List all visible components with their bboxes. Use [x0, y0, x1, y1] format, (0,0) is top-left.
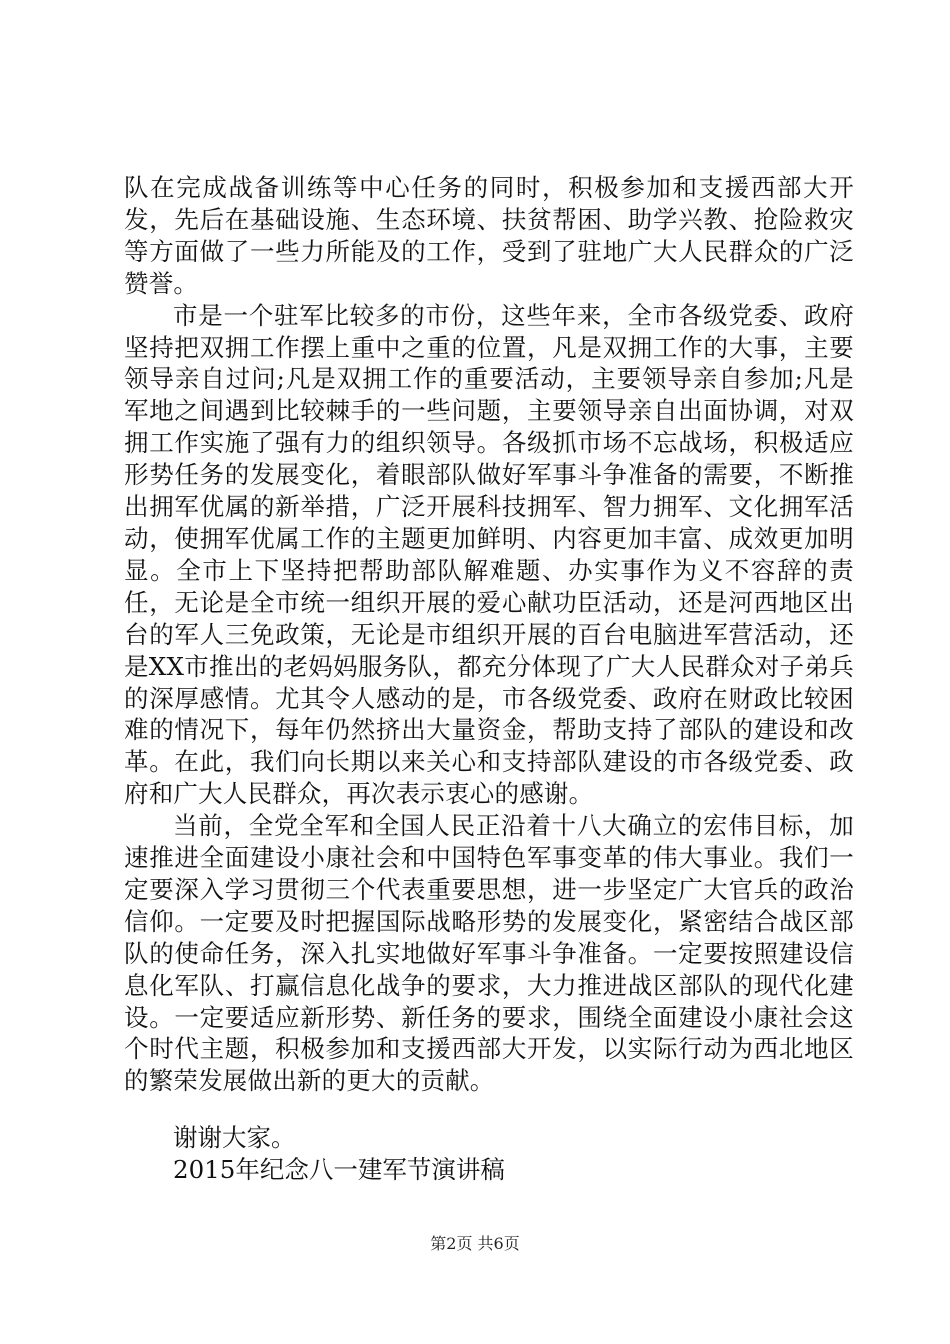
paragraph-continued: 队在完成战备训练等中心任务的同时，积极参加和支援西部大开发，先后在基础设施、生态环境、扶贫帮困、助学兴教、抢险救灾等方面做了一些力所能及的工作，受到了驻地广大人民群众的广泛赞誉。	[124, 173, 854, 298]
closing-block	[173, 1122, 773, 1186]
document-body	[124, 172, 854, 1097]
next-document-title: 2015年纪念八一建军节演讲稿	[173, 1154, 505, 1184]
paragraph-support: 市是一个驻军比较多的市份，这些年来，全市各级党委、政府坚持把双拥工作摆上重中之重的位置，凡是双拥工作的大事，主要领导亲自过问;凡是双拥工作的重要活动，主要领导亲自参加;凡是军地之间遇到比较棘手的一些问题，主要领导亲自出面协调，对双拥工作实施了强有力的组织领导。各级抓市场不忘战场，积极适应形势任务的发展变化，着眼部队做好军事斗争准备的需要，不断推出拥军优属的新举措，广泛开展科技拥军、智力拥军、文化拥军活动，使拥军优属工作的主题更加鲜明、内容更加丰富、成效更加明显。全市上下坚持把帮助部队解难题、办实事作为义不容辞的责任，无论是全市统一组织开展的爱心献功臣活动，还是河西地区出台的军人三免政策，无论是市组织开展的百台电脑进军营活动，还是XX市推出的老妈妈服务队，都充分体现了广大人民群众对子弟兵的深厚感情。尤其令人感动的是，市各级党委、政府在财政比较困难的情况下，每年仍然挤出大量资金，帮助支持了部队的建设和改革。在此，我们向长期以来关心和支持部队建设的市各级党委、政府和广大人民群众，再次表示衷心的感谢。	[124, 300, 854, 809]
paragraph-current-tasks: 当前，全党全军和全国人民正沿着十八大确立的宏伟目标，加速推进全面建设小康社会和中国特色军事变革的伟大事业。我们一定要深入学习贯彻三个代表重要思想，进一步坚定广大官兵的政治信仰。一定要及时把握国际战略形势的发展变化，紧密结合战区部队的使命任务，深入扎实地做好军事斗争准备。一定要按照建设信息化军队、打赢信息化战争的要求，大力推进战区部队的现代化建设。一定要适应新形势、新任务的要求，围绕全面建设小康社会这个时代主题，积极参加和支援西部大开发，以实际行动为西北地区的繁荣发展做出新的更大的贡献。	[124, 811, 854, 1096]
closing-thanks: 谢谢大家。	[173, 1123, 296, 1152]
page-footer: 第2页 共6页	[430, 1234, 520, 1253]
